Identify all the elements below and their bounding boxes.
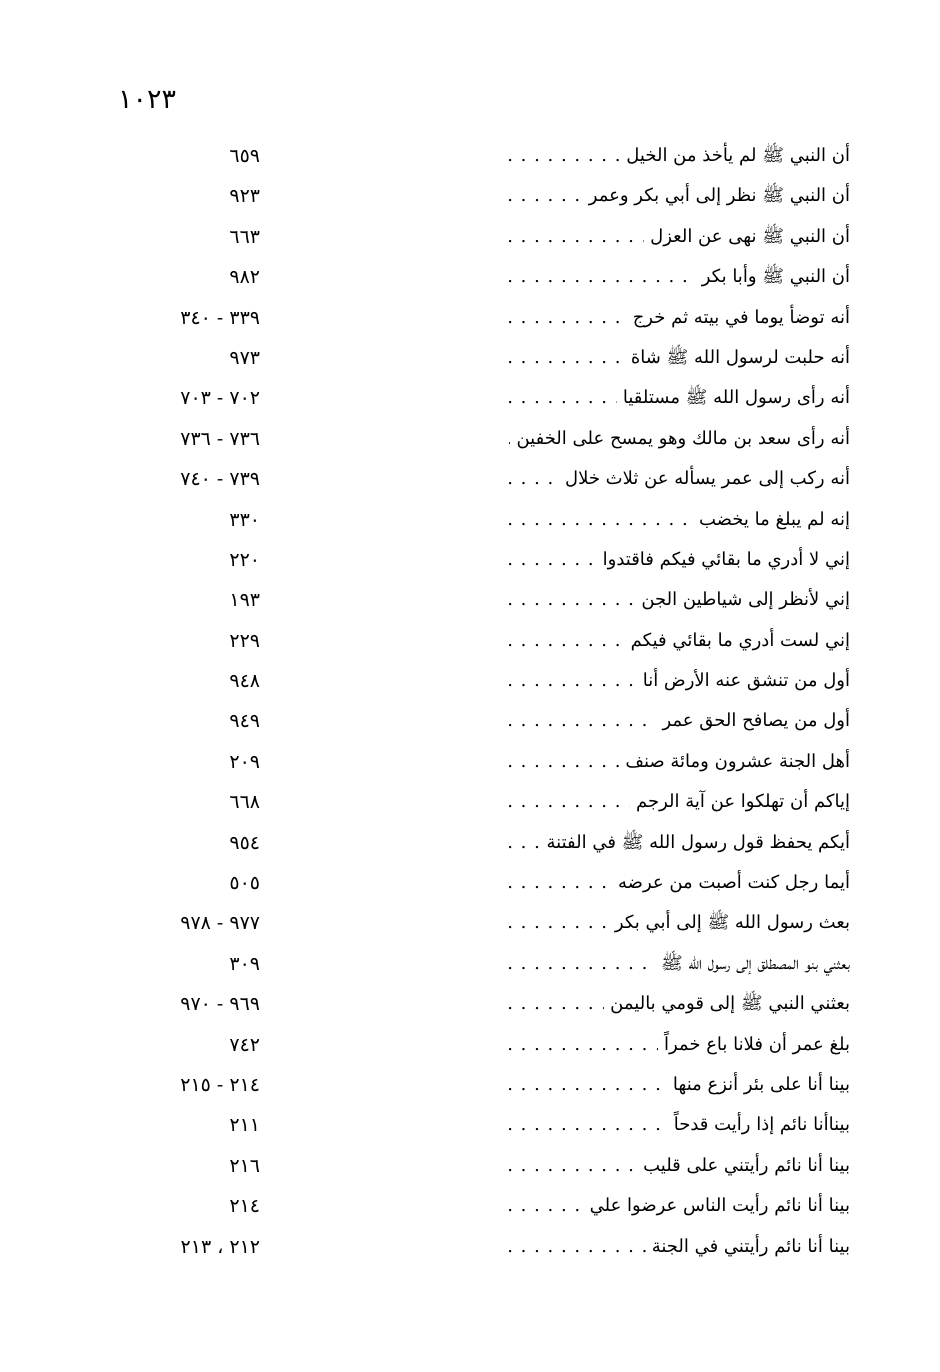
entry-page-numbers: ٢١٤: [229, 1195, 260, 1218]
entry-title: [498, 505, 850, 535]
index-entry: [0, 1148, 940, 1188]
index-entry: [0, 905, 940, 945]
entry-title: [498, 303, 850, 333]
entry-title-text: أن النبي ﷺ وأبا بكر: [696, 266, 850, 287]
entry-page-numbers: ٩٧٧ - ٩٧٨: [180, 912, 260, 935]
entry-title-text: أول من يصافح الحق عمر: [656, 710, 850, 731]
index-entry: [0, 178, 940, 218]
entry-title: [498, 585, 850, 615]
entry-page-numbers: ٧٤٢: [229, 1033, 260, 1056]
entry-title: [498, 1151, 850, 1181]
index-entry: [0, 542, 940, 582]
entry-title-text: بينا أنا نائم رأيت الناس عرضوا علي: [584, 1195, 850, 1216]
entry-title: [498, 464, 850, 494]
entry-title-text: بعثني النبي ﷺ إلى قومي باليمن: [604, 993, 850, 1014]
entry-page-numbers: ٩٤٨: [229, 670, 260, 693]
index-entry: [0, 1229, 940, 1269]
entry-title-text: أول من تنشق عنه الأرض أنا: [637, 670, 850, 691]
entry-page-numbers: ٢٢٩: [229, 629, 260, 652]
entry-title: [498, 383, 850, 413]
entry-title: [498, 989, 850, 1019]
entry-page-numbers: ٦٦٨: [229, 791, 260, 814]
entry-title-text: إنه لم يبلغ ما يخضب: [693, 509, 850, 530]
entry-title-text: إني لست أدري ما بقائي فيكم: [625, 630, 850, 651]
entry-page-numbers: ٩٨٢: [229, 266, 260, 289]
entry-title-text: أيما رجل كنت أصبت من عرضه: [612, 872, 850, 893]
index-entry: [0, 219, 940, 259]
entry-title: [498, 1191, 850, 1221]
entry-page-numbers: ٧٣٦ - ٧٣٦: [180, 427, 260, 450]
entry-title: [498, 828, 850, 858]
entry-title: [498, 545, 850, 575]
entry-page-numbers: ٧٣٩ - ٧٤٠: [180, 468, 260, 491]
entry-title: [498, 1030, 850, 1060]
entry-title-text: إياكم أن تهلكوا عن آية الرجم: [630, 791, 850, 812]
entry-page-numbers: ٩٦٩ - ٩٧٠: [180, 993, 260, 1016]
index-entry: [0, 703, 940, 743]
entry-title-text: بينا أنا نائم رأيتني على قليب: [637, 1155, 850, 1176]
entry-title: [498, 666, 850, 696]
entry-title-text: أهل الجنة عشرون ومائة صنف: [619, 751, 850, 772]
index-entry: [0, 582, 940, 622]
index-entry: [0, 744, 940, 784]
index-entry: [0, 986, 940, 1026]
page-number: ١٠٢٣: [118, 84, 177, 115]
index-entry: [0, 300, 940, 340]
index-entry: [0, 825, 940, 865]
index-entry: [0, 784, 940, 824]
entry-title-text: أيكم يحفظ قول رسول الله ﷺ في الفتنة: [541, 832, 851, 853]
entry-page-numbers: ٧٠٢ - ٧٠٣: [180, 387, 260, 410]
entry-page-numbers: ٢١٦: [229, 1154, 260, 1177]
entry-title-text: بينا أنا على بئر أنزع منها: [667, 1074, 850, 1095]
entry-page-numbers: ٦٥٩: [229, 145, 260, 167]
index-entry: [0, 663, 940, 703]
entry-page-numbers: ٢١٢ ، ٢١٣: [180, 1235, 260, 1258]
index-entry: [0, 421, 940, 461]
entry-title: [498, 424, 850, 454]
entry-title: [498, 141, 850, 171]
entry-title-text: أنه توضأ يوما في بيته ثم خرج: [627, 307, 850, 328]
index-entry: [0, 138, 940, 178]
entry-page-numbers: ٢١١: [229, 1114, 260, 1137]
entry-page-numbers: ٢١٤ - ٢١٥: [180, 1073, 260, 1096]
entry-page-numbers: ٣٣٩ - ٣٤٠: [180, 306, 260, 329]
entry-page-numbers: ٩٤٩: [229, 710, 260, 733]
index-entry: [0, 1067, 940, 1107]
entry-title: [498, 222, 850, 252]
entry-title: [498, 181, 850, 211]
entry-title: [498, 908, 850, 938]
index-entry: [0, 623, 940, 663]
index-entry: [0, 1188, 940, 1228]
entry-title: [498, 747, 850, 777]
entry-title-text: بيناأنا نائم إذا رأيت قدحاً: [668, 1114, 850, 1135]
index-entry: [0, 461, 940, 501]
index-entry: [0, 946, 940, 986]
entry-title: [498, 787, 850, 817]
index-entry: [0, 502, 940, 542]
entry-title-text: أنه رأى رسول الله ﷺ مستلقيا: [617, 387, 850, 408]
index-entry: [0, 340, 940, 380]
entry-title: [498, 262, 850, 292]
index-entry: [0, 1107, 940, 1147]
entry-title-text: بينا أنا نائم رأيتني في الجنة: [646, 1236, 850, 1257]
entry-title: [498, 1232, 850, 1262]
entry-title-text: بعث رسول الله ﷺ إلى أبي بكر: [609, 912, 850, 933]
entry-page-numbers: ٩٢٣: [229, 185, 260, 208]
entry-page-numbers: ١٩٣: [229, 589, 260, 612]
entry-title-text: أن النبي ﷺ لم يأخذ من الخيل: [620, 145, 850, 166]
entry-title-text: إني لأنظر إلى شياطين الجن: [635, 589, 850, 610]
entry-title-text: إني لا أدري ما بقائي فيكم فاقتدوا: [597, 549, 850, 570]
entry-title: [498, 626, 850, 656]
entry-title-text: بلغ عمر أن فلانا باع خمراً: [658, 1034, 850, 1055]
entry-page-numbers: ٢٢٠: [229, 548, 260, 571]
entry-title: [498, 1110, 850, 1140]
entry-title: [498, 868, 850, 898]
index-entry: [0, 865, 940, 905]
entry-page-numbers: ٩٥٤: [229, 831, 260, 854]
entry-title: [498, 706, 850, 736]
entry-page-numbers: ٢٠٩: [229, 750, 260, 773]
index-entry: [0, 259, 940, 299]
entry-title: [498, 949, 850, 979]
index-list: [0, 138, 940, 1269]
entry-page-numbers: ٣٣٠: [229, 508, 260, 531]
entry-title-text: أن النبي ﷺ نهى عن العزل: [644, 226, 850, 247]
entry-title-text: أنه حلبت لرسول الله ﷺ شاة: [625, 347, 850, 368]
entry-title-text: أنه رأى سعد بن مالك وهو يمسح على الخفين: [510, 428, 850, 449]
index-entry: [0, 380, 940, 420]
entry-page-numbers: ٩٧٣: [229, 346, 260, 369]
entry-page-numbers: ٥٠٥: [229, 872, 260, 895]
entry-title: [498, 1070, 850, 1100]
index-entry: [0, 1027, 940, 1067]
entry-title-text: أنه ركب إلى عمر يسأله عن ثلاث خلال: [559, 468, 850, 489]
entry-title-text: بعثني بنو المصطلق إلى رسول الله ﷺ: [655, 953, 850, 974]
entry-title: [498, 343, 850, 373]
entry-page-numbers: ٦٦٣: [229, 225, 260, 248]
entry-page-numbers: ٣٠٩: [229, 952, 260, 975]
entry-title-text: أن النبي ﷺ نظر إلى أبي بكر وعمر: [583, 185, 850, 206]
